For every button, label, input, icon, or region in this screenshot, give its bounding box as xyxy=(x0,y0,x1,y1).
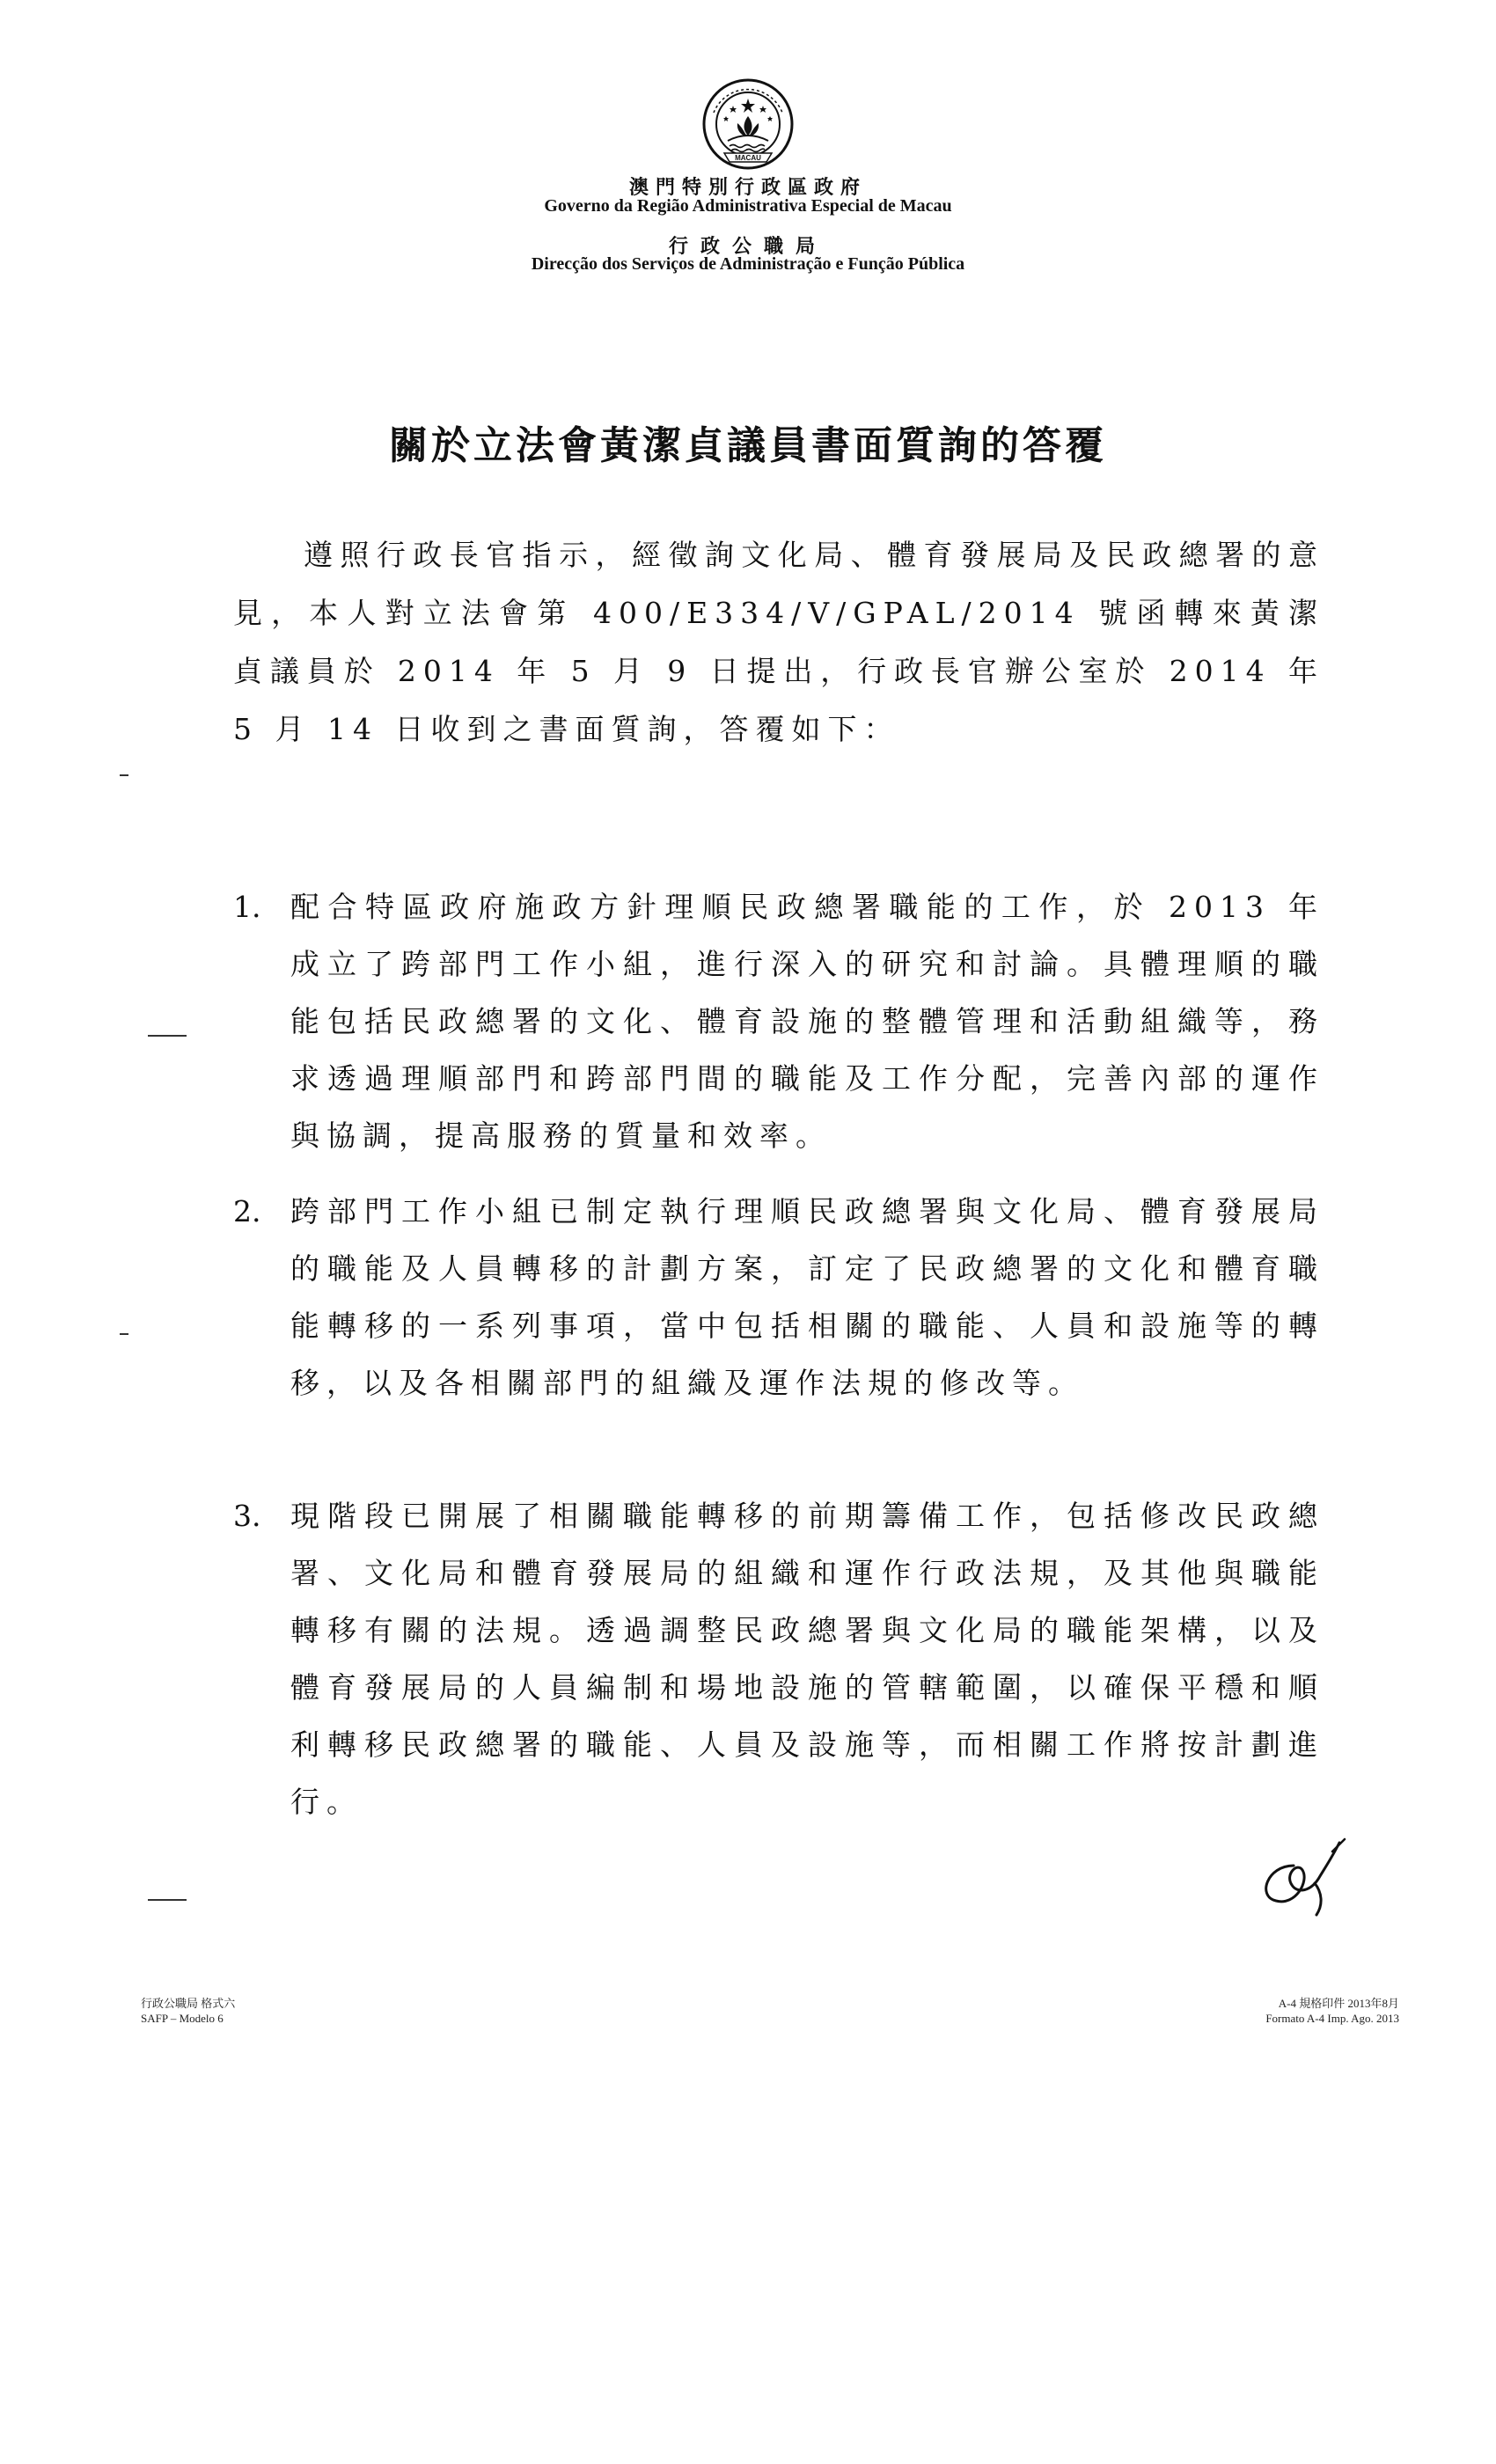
answer-item-1 xyxy=(233,878,1324,1164)
item-text: 配合特區政府施政方針理順民政總署職能的工作，於 2013 年成立了跨部門工作小組，進行深入的研究和討論。具體理順的職能包括民政總署的文化、體育設施的整體管理和活動組織等，務求透過理順部門和跨部門間的職能及工作分配，完善內部的運作與協調，提高服務的質量和效率。 xyxy=(290,890,1324,1153)
answer-item-3 xyxy=(233,1487,1324,1830)
footer-print-format xyxy=(1265,1996,1399,2026)
department-name-portuguese: Direcção dos Serviços de Administração e Função Pública xyxy=(531,254,965,274)
margin-mark xyxy=(148,1899,187,1901)
government-name-chinese: 澳門特別行政區政府 xyxy=(628,176,867,198)
item-text: 現階段已開展了相關職能轉移的前期籌備工作，包括修改民政總署、文化局和體育發展局的組織和運作行政法規，及其他與職能轉移有關的法規。透過調整民政總署與文化局的職能架構，以及體育發展局的人員編制和場地設施的管轄範圍，以確保平穩和順利轉移民政總署的職能、人員及設施等，而相關工作將按計劃進行。 xyxy=(290,1499,1324,1819)
margin-mark xyxy=(148,1035,187,1037)
item-number: 3. xyxy=(233,1499,261,1533)
footer-print-format-chinese: A-4 規格印件 2013年8月 xyxy=(1278,1997,1399,2010)
item-number: 1. xyxy=(233,890,261,924)
answer-item-2 xyxy=(233,1183,1324,1412)
item-text: 跨部門工作小組已制定執行理順民政總署與文化局、體育發展局的職能及人員轉移的計劃方案，訂定了民政總署的文化和體育職能轉移的一系列事項，當中包括相關的職能、人員和設施等的轉移，以及各相關部門的組織及運作法規的修改等。 xyxy=(290,1194,1324,1400)
margin-mark xyxy=(120,774,128,776)
footer-form-code-chinese: 行政公職局 格式六 xyxy=(141,1997,236,2010)
margin-mark xyxy=(120,1333,128,1335)
emblem-label: MACAU xyxy=(735,154,761,162)
document-title: 關於立法會黃潔貞議員書面質詢的答覆 xyxy=(389,423,1107,468)
item-number: 2. xyxy=(233,1194,261,1228)
department-name-chinese: 行政公職局 xyxy=(668,235,827,257)
government-name-portuguese: Governo da Região Administrativa Especial de Macau xyxy=(544,196,952,216)
macau-emblem-icon xyxy=(701,77,795,171)
footer-form-code xyxy=(141,1996,235,2026)
footer-form-code-portuguese: SAFP – Modelo 6 xyxy=(141,2012,224,2025)
footer-print-format-portuguese: Formato A-4 Imp. Ago. 2013 xyxy=(1265,2012,1399,2025)
intro-paragraph: 遵照行政長官指示，經徵詢文化局、體育發展局及民政總署的意見，本人對立法會第 400/E334/V/GPAL/2014 號函轉來黃潔貞議員於 2014 年 5 月 9 日提出，行政長官辦公室於 2014 年 5 月 14 日收到之書面質詢，答覆如下： xyxy=(233,538,1324,746)
signature-icon xyxy=(1241,1830,1355,1927)
